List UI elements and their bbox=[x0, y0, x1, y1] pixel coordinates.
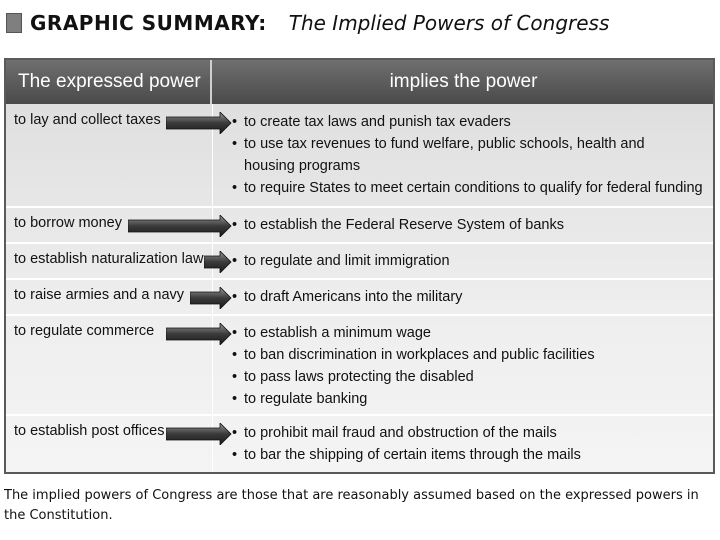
implied-powers-list bbox=[232, 214, 564, 236]
expressed-power: to establish post offices bbox=[14, 423, 165, 439]
implied-powers-list bbox=[232, 422, 581, 466]
implied-powers-list bbox=[232, 286, 462, 308]
expressed-power: to borrow money bbox=[14, 215, 122, 231]
implied-powers-table bbox=[4, 58, 715, 474]
expressed-power: to raise armies and a navy bbox=[14, 287, 185, 303]
table-row bbox=[6, 280, 713, 314]
implied-power: • to ban discrimination in workplaces and public facilities bbox=[232, 344, 595, 366]
table-row bbox=[6, 244, 713, 278]
table-header bbox=[6, 60, 713, 104]
implied-power-continued-text: housing programs bbox=[244, 158, 361, 174]
implied-power: • to regulate banking bbox=[232, 388, 595, 410]
expressed-power: to regulate commerce bbox=[14, 323, 155, 339]
expressed-power: to lay and collect taxes bbox=[14, 112, 161, 128]
column-header-implied: implies the power bbox=[389, 71, 538, 92]
implied-power: • to establish a minimum wage bbox=[232, 322, 595, 344]
arrow-right-icon bbox=[190, 287, 232, 309]
implied-power: • to use tax revenues to fund welfare, public schools, health and bbox=[232, 133, 703, 155]
arrow-right-icon bbox=[128, 215, 232, 237]
table-row bbox=[6, 208, 713, 242]
implied-power-continued bbox=[232, 155, 703, 177]
table-row bbox=[6, 104, 713, 206]
implied-power: • to pass laws protecting the disabled bbox=[232, 366, 595, 388]
implied-powers-list bbox=[232, 111, 703, 199]
arrow-right-icon bbox=[166, 323, 232, 345]
arrow-right-icon bbox=[166, 112, 232, 134]
graphic-summary-title bbox=[6, 6, 609, 40]
implied-power: • to prohibit mail fraud and obstruction of the mails bbox=[232, 422, 581, 444]
table-row bbox=[6, 416, 713, 474]
square-bullet-icon bbox=[6, 13, 22, 33]
expressed-power: to establish naturalization law bbox=[14, 251, 204, 267]
implied-powers-list bbox=[232, 250, 450, 272]
implied-power: • to draft Americans into the military bbox=[232, 286, 462, 308]
implied-power: • to establish the Federal Reserve System of banks bbox=[232, 214, 564, 236]
implied-power: • to create tax laws and punish tax evaders bbox=[232, 111, 703, 133]
implied-power: • to require States to meet certain conditions to qualify for federal funding bbox=[232, 177, 703, 199]
table-row bbox=[6, 316, 713, 414]
implied-powers-list bbox=[232, 322, 595, 410]
summary-title: The Implied Powers of Congress bbox=[288, 11, 610, 35]
column-header-expressed: The expressed power bbox=[6, 60, 212, 104]
arrow-right-icon bbox=[166, 423, 232, 445]
summary-label: GRAPHIC SUMMARY: bbox=[30, 11, 267, 35]
figure-caption: The implied powers of Congress are those that are reasonably assumed based on the expressed powers in the Constitution. bbox=[4, 488, 699, 523]
implied-power: • to regulate and limit immigration bbox=[232, 250, 450, 272]
implied-power: • to bar the shipping of certain items through the mails bbox=[232, 444, 581, 466]
arrow-right-icon bbox=[204, 251, 232, 273]
